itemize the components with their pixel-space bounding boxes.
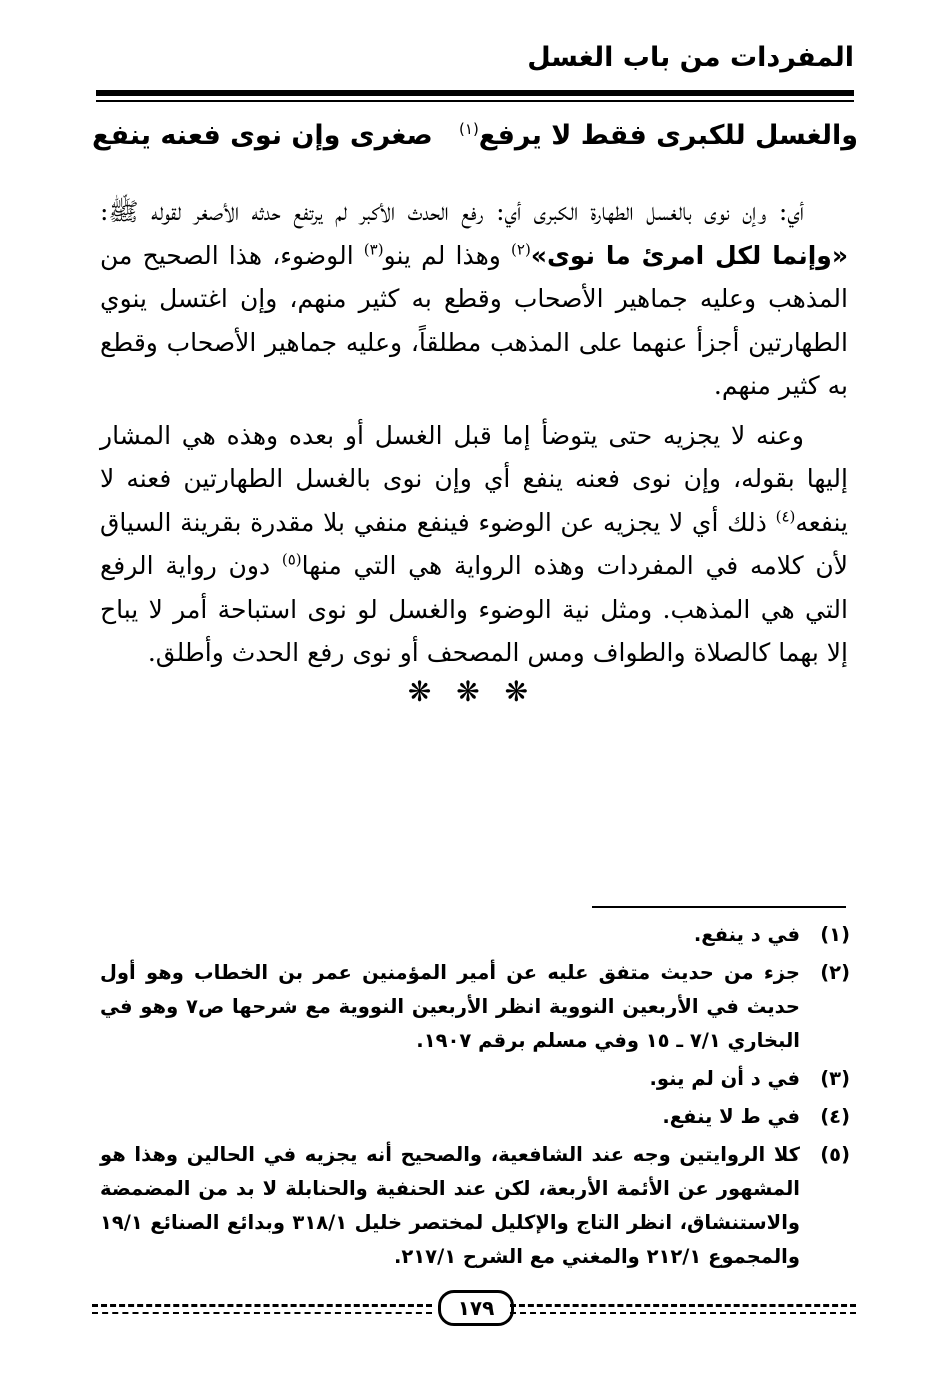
footnote-ref-5: (٥) — [281, 550, 302, 569]
footnote-ref-1: (١) — [459, 120, 479, 138]
p1-text-c: الوضوء، هذا الصحيح من المذهب وعليه جماهير الأصحاب وقطع به كثير منهم، وإن اغتسل ينوي الطهارتين أجزأ عنهما على المذهب مطلقاً، وعليه جماهير الأصحاب وقطع به كثير منهم. — [100, 240, 848, 400]
footnote-text: كلا الروايتين وجه عند الشافعية، والصحيح أنه يجزيه في الحالين وهذا هو المشهور عن الأئمة الأربعة، لكن عند الحنفية والحنابلة لا بد من المضمضة والاستنشاق، انظر التاج والإكليل لمختصر خليل ٣١٨/١ وبدائع الصنائع ١٩/١ والمجموع ٢١٢/١ والمغني مع الشرح ٢١٧/١. — [100, 1143, 800, 1268]
footer-dash-left-lower — [92, 1312, 432, 1314]
footnote-item — [100, 956, 850, 1058]
footnotes — [100, 918, 850, 1274]
header-rule-thick — [96, 90, 854, 96]
footnote-number: (٢) — [820, 961, 850, 984]
footnote-text: في د ينفع. — [693, 923, 800, 946]
verse-hemistich-second: صغرى وإن نوى فعنه ينفع — [92, 120, 433, 151]
footnote-ref-2: (٢) — [511, 240, 531, 259]
section-separator: ❋ ❋ ❋ — [407, 675, 537, 708]
verse-hemistich-first-text: والغسل للكبرى فقط لا يرفع — [478, 120, 858, 151]
page-footer — [92, 1288, 856, 1324]
footnote-text: في ط لا ينفع. — [662, 1105, 800, 1128]
footnote-ref-4: (٤) — [775, 507, 796, 526]
header-rule-thin — [96, 100, 854, 102]
footer-dash-left — [92, 1304, 432, 1307]
footnote-rule — [592, 906, 846, 908]
running-header: المفردات من باب الغسل — [527, 42, 854, 73]
footer-dash-right-lower — [510, 1312, 856, 1314]
footnote-text: في د أن لم ينو. — [649, 1067, 800, 1090]
footnote-item — [100, 1062, 850, 1096]
p1-text-b: وهذا لم ينو — [383, 240, 512, 270]
paragraph-2 — [100, 414, 848, 675]
page-number: ١٧٩ — [438, 1290, 514, 1326]
p1-text-a: أي: وإن نوى بالغسل الطهارة الكبرى أي: رفع الحدث الأكبر لم يرتفع حدثه الأصغر لقوله ﷺ: — [100, 197, 804, 226]
verse-hemistich-first — [459, 120, 858, 151]
footnote-text: جزء من حديث متفق عليه عن أمير المؤمنين عمر بن الخطاب وهو أول حديث في الأربعين النووية انظر الأربعين النووية مع شرحها ص٧ وهو في البخاري ٧/١ ـ ١٥ وفي مسلم برقم ١٩٠٧. — [100, 961, 800, 1052]
p2-text-b: ذلك أي لا يجزيه عن الوضوء فينفع منفي بلا مقدرة بقرينة السياق لأن كلامه في المفردات وهذه الرواية هي التي منها — [100, 507, 848, 580]
footnote-number: (٣) — [820, 1067, 850, 1090]
footnote-item — [100, 1138, 850, 1274]
paragraph-1 — [100, 190, 848, 408]
footnote-number: (١) — [820, 923, 850, 946]
p2-text-a: وعنه لا يجزيه حتى يتوضأ إما قبل الغسل أو بعده وهذه هي المشار إليها بقوله، وإن نوى فعنه ينفع أي وإن نوى بالغسل الطهارتين فعنه لا ينفعه — [100, 420, 848, 537]
footnote-item — [100, 918, 850, 952]
footer-dash-right — [510, 1304, 856, 1307]
main-text — [100, 190, 848, 675]
p2-text-c: دون رواية الرفع التي هي المذهب. ومثل نية الوضوء والغسل لو نوى استباحة أمر لا يباح إلا بهما كالصلاة والطواف ومس المصحف أو نوى رفع الحدث وأطلق. — [100, 551, 848, 667]
poem-verse — [92, 120, 858, 166]
footnote-ref-3: (٣) — [363, 240, 384, 259]
footnote-number: (٤) — [820, 1105, 850, 1128]
footnote-item — [100, 1100, 850, 1134]
footnote-number: (٥) — [820, 1143, 850, 1166]
hadith-quote: «وإنما لكل امرئ ما نوى» — [530, 240, 849, 270]
